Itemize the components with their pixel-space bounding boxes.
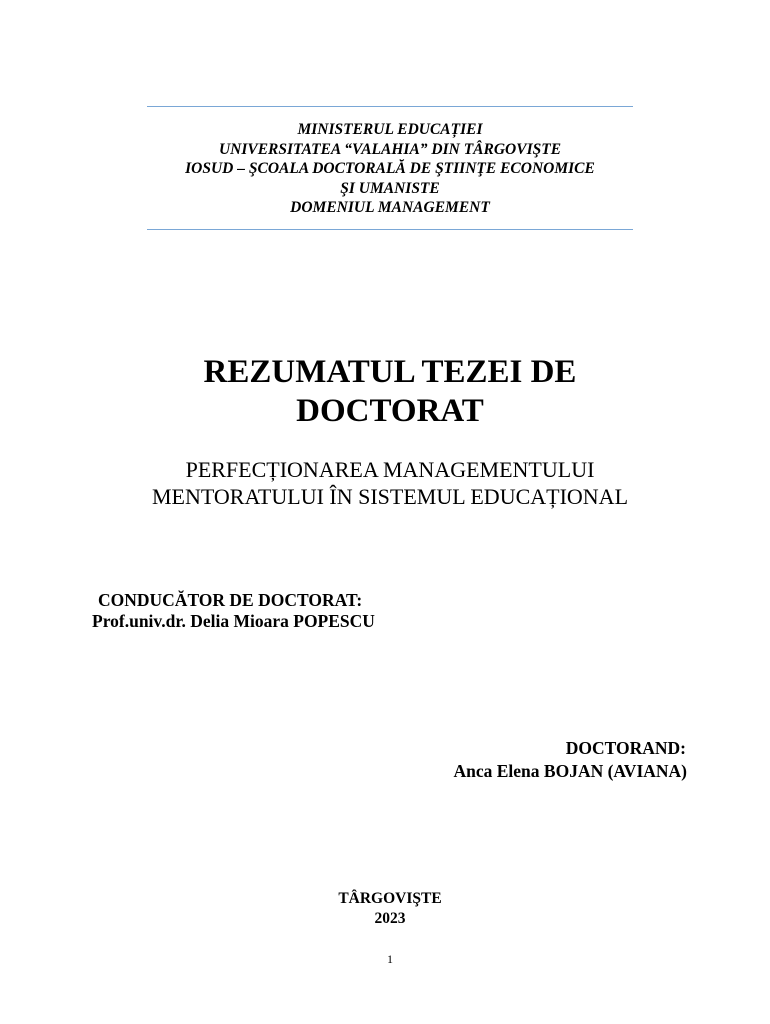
title-line-1: REZUMATUL TEZEI DE: [203, 354, 577, 390]
candidate-block: [453, 737, 687, 783]
topic-line-2: MENTORATULUI ÎN SISTEMUL EDUCAȚIONAL: [151, 484, 629, 509]
domain-line: DOMENIUL MANAGEMENT: [290, 199, 490, 216]
advisor-name: Prof.univ.dr. Delia Mioara POPESCU: [92, 611, 375, 631]
doctoral-school-line: IOSUD – ŞCOALA DOCTORALĂ DE ŞTIINŢE ECONOMICE: [185, 160, 595, 177]
university-line: UNIVERSITATEA “VALAHIA” DIN TÂRGOVIŞTE: [218, 140, 562, 158]
place-and-year: [290, 889, 490, 929]
page-number: 1: [387, 952, 393, 966]
advisor-block: [92, 590, 375, 632]
header-top-rule: [147, 106, 633, 107]
ministry-line: MINISTERUL EDUCAȚIEI: [297, 121, 483, 138]
candidate-name: Anca Elena BOJAN (AVIANA): [453, 761, 687, 781]
advisor-label: CONDUCĂTOR DE DOCTORAT:: [98, 590, 363, 610]
year: 2023: [374, 910, 406, 927]
document-title: [40, 353, 740, 431]
header-bottom-rule: [147, 229, 633, 230]
thesis-topic: [40, 456, 740, 510]
city: TÂRGOVIŞTE: [338, 890, 442, 907]
institution-header: [100, 120, 680, 218]
doctoral-school-line-continued: ŞI UMANISTE: [340, 179, 440, 197]
topic-line-1: PERFECȚIONAREA MANAGEMENTULUI: [185, 457, 595, 482]
candidate-label: DOCTORAND:: [565, 738, 686, 758]
title-line-2: DOCTORAT: [296, 393, 484, 429]
